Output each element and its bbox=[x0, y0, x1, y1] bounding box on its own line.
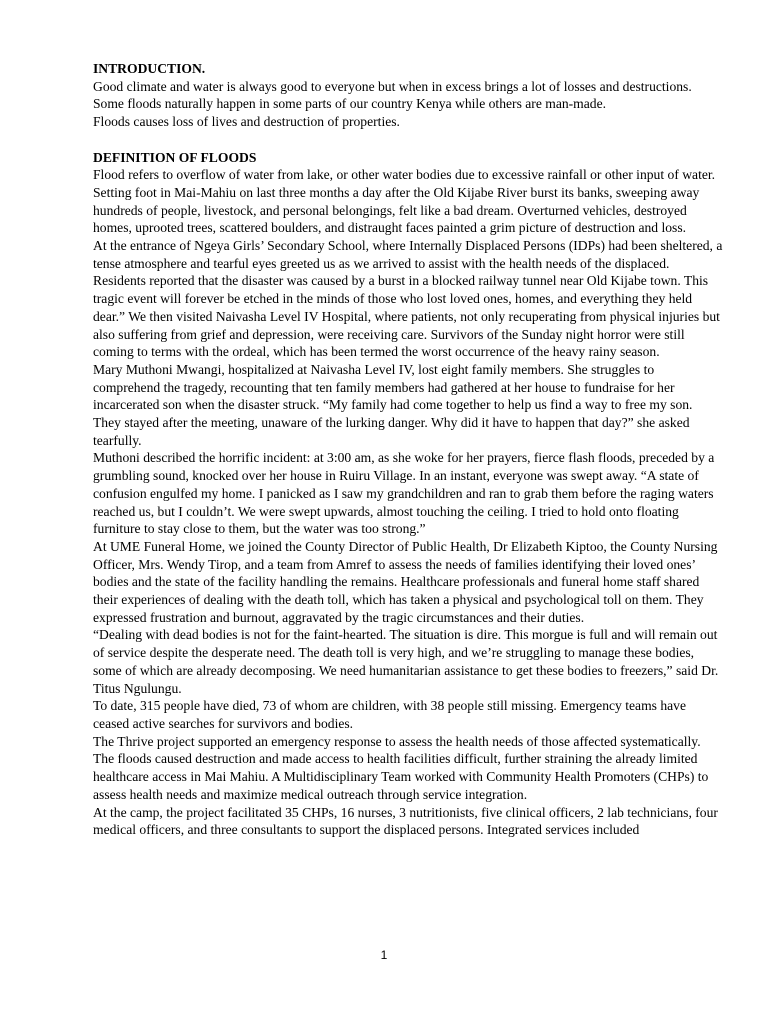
body-paragraph: Flood refers to overflow of water from lake, or other water bodies due to excessive rainfall or other input of water. bbox=[93, 167, 716, 183]
body-paragraph: Residents reported that the disaster was caused by a burst in a blocked railway tunnel near Old Kijabe town. This tragic event will forever be etched in the minds of those who lost loved ones, homes, and everything they held dear.” We then visited Naivasha Level IV Hospital, where patients, not only recuperating from physical injuries but also suffering from grief and depression, were receiving care. Survivors of the Sunday night horror were still coming to terms with the ordeal, which has been termed the worst occurrence of the heavy rainy season. bbox=[93, 273, 720, 360]
body-paragraph: At UME Funeral Home, we joined the County Director of Public Health, Dr Elizabeth Kiptoo, the County Nursing Officer, Mrs. Wendy Tirop, and a team from Amref to assess the needs of families identifying their loved ones’ bodies and the state of the facility handling the remains. Healthcare professionals and funeral home staff shared their experiences of dealing with the death toll, which has taken a physical and psychological toll on them. They expressed frustration and burnout, aggravated by the tragic circumstances and their duties. bbox=[93, 538, 718, 625]
body-paragraph: The Thrive project supported an emergency response to assess the health needs of those affected systematically. The floods caused destruction and made access to health facilities difficult, further straining the already limited healthcare access in Mai Mahiu. A Multidisciplinary Team worked with Community Health Promoters (CHPs) to assess health needs and maximize medical outreach through service integration. bbox=[93, 733, 709, 802]
intro-paragraph: Floods causes loss of lives and destruction of properties. bbox=[93, 114, 400, 130]
definition-heading: DEFINITION OF FLOODS bbox=[93, 149, 257, 165]
body-paragraph: To date, 315 people have died, 73 of whom are children, with 38 people still missing. Emergency teams have ceased active searches for survivors and bodies. bbox=[93, 698, 686, 731]
body-paragraph: “Dealing with dead bodies is not for the faint-hearted. The situation is dire. This morgue is full and will remain out of service despite the desperate need. The death toll is very high, and we’re struggling to manage these bodies, some of which are already decomposing. We need humanitarian assistance to get these bodies to freezers,” said Dr. Titus Ngulungu. bbox=[93, 627, 719, 696]
body-paragraph: At the camp, the project facilitated 35 CHPs, 16 nurses, 3 nutritionists, five clinical officers, 2 lab technicians, four medical officers, and three consultants to support the displaced persons. Integrated services included bbox=[93, 804, 718, 838]
body-paragraph: Muthoni described the horrific incident: at 3:00 am, as she woke for her prayers, fierce flash floods, preceded by a grumbling sound, knocked over her house in Ruiru Village. In an instant, everyone was swept away. “A state of confusion engulfed my home. I panicked as I saw my grandchildren and ran to grab them before the raging waters reached us, but I couldn’t. We were swept upwards, almost touching the ceiling. I tried to hold onto floating furniture to stay close to them, but the water was too strong.” bbox=[93, 450, 715, 537]
document-body bbox=[93, 60, 723, 839]
section-spacer bbox=[93, 131, 723, 149]
intro-paragraph: Good climate and water is always good to everyone but when in excess brings a lot of losses and destructions. bbox=[93, 78, 692, 94]
page-number: 1 bbox=[380, 948, 388, 962]
intro-paragraph: Some floods naturally happen in some parts of our country Kenya while others are man-made. bbox=[93, 96, 607, 112]
introduction-heading: INTRODUCTION. bbox=[93, 61, 206, 76]
body-paragraph: Mary Muthoni Mwangi, hospitalized at Naivasha Level IV, lost eight family members. She struggles to comprehend the tragedy, recounting that ten family members had gathered at her house to fundraise for her incarcerated son when the disaster struck. “My family had come together to help us find a way to free my son. They stayed after the meeting, unaware of the lurking danger. Why did it have to happen that day?” she asked tearfully. bbox=[93, 361, 693, 448]
body-paragraph: At the entrance of Ngeya Girls’ Secondary School, where Internally Displaced Persons (IDPs) had been sheltered, a tense atmosphere and tearful eyes greeted us as we arrived to assist with the health needs of the displaced. bbox=[93, 238, 723, 271]
body-paragraph: Setting foot in Mai-Mahiu on last three months a day after the Old Kijabe River burst its banks, sweeping away hundreds of people, livestock, and personal belongings, felt like a bad dream. Overturned vehicles, destroyed homes, uprooted trees, scattered boulders, and distraught faces painted a grim picture of destruction and loss. bbox=[93, 184, 700, 236]
